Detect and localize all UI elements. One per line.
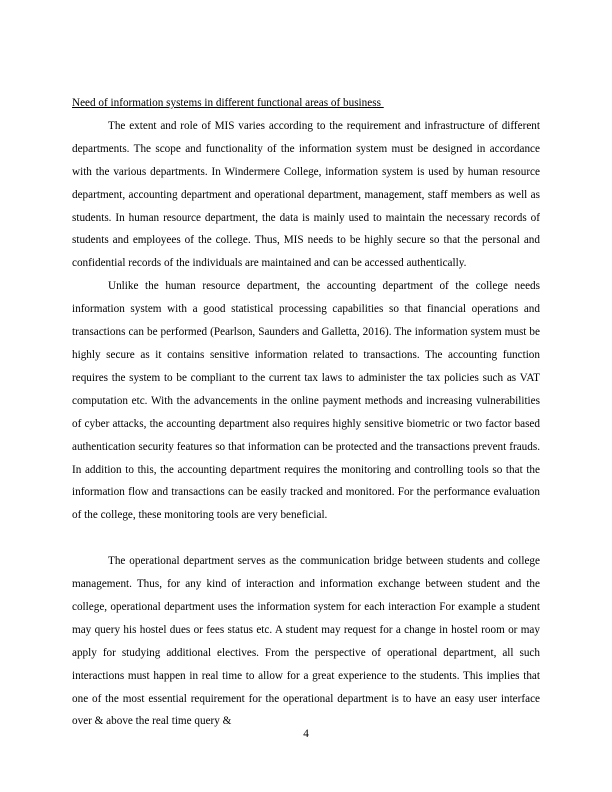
paragraph-operational-department: The operational department serves as the communication bridge between students and college management. Thus, for any kind of interaction and information exchange between student and the college, operational department uses the information system for each interaction For example a student may query his hostel dues or fees status etc. A student may request for a change in hostel room or may apply for studying additional electives. From the perspective of operational department, all such interactions must happen in real time to allow for a great experience to the students. This implies that one of the most essential requirement for the operational department is to have an easy user interface over & above the real time query & [72,555,540,728]
section-heading: Need of information systems in different functional areas of business [72,97,384,109]
paragraph-spacer [72,527,540,550]
page-body [72,92,540,733]
page-number: 4 [303,728,309,740]
paragraph-accounting-department: Unlike the human resource department, the accounting department of the college needs information system with a good statistical processing capabilities so that financial operations and transactions can be performed (Pearlson, Saunders and Galletta, 2016). The information system must be highly secure as it contains sensitive information related to transactions. The accounting function requires the system to be compliant to the current tax laws to administer the tax policies such as VAT computation etc. With the advancements in the online payment methods and increasing vulnerabilities of cyber attacks, the accounting department also requires highly sensitive biometric or two factor based authentication security features so that information can be protected and the transactions prevent frauds. In addition to this, the accounting department requires the monitoring and controlling tools so that the information flow and transactions can be easily tracked and monitored. For the performance evaluation of the college, these monitoring tools are very beneficial. [72,280,540,522]
paragraph-mis-role: The extent and role of MIS varies according to the requirement and infrastructure of different departments. The scope and functionality of the information system must be designed in accordance with the various departments. In Windermere College, information system is used by human resource department, accounting department and operational department, management, staff members as well as students. In human resource department, the data is mainly used to maintain the necessary records of students and employees of the college. Thus, MIS needs to be highly secure so that the personal and confidential records of the individuals are maintained and can be accessed authentically. [72,119,540,270]
